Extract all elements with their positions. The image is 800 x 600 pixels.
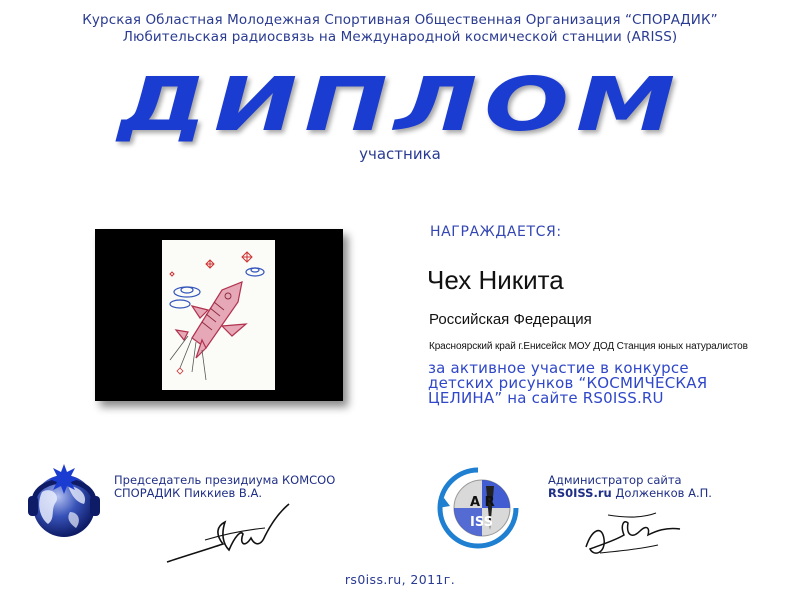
award-reason-line3: ЦЕЛИНА” на сайте RS0ISS.RU [428,389,664,407]
award-reason [428,361,778,406]
recipient-name: Чех Никита [427,265,564,295]
admin-title: Администратор сайта [548,473,682,487]
admin-site: RS0ISS.ru [548,486,612,500]
president-signature [165,500,295,570]
footer-site-year: rs0iss.ru, 2011г. [344,572,456,587]
ariss-logo-top-text: A R [470,495,495,510]
spaceship-drawing-icon [162,240,275,390]
president-name: СПОРАДИК Пиккиев В.А. [114,486,263,500]
admin-signature [580,505,700,565]
awarded-label: НАГРАЖДАЕТСЯ: [430,224,562,240]
header-organization: Курская Областная Молодежная Спортивная Общественная Организация “СПОРАДИК” [82,12,718,28]
admin-name-text: Долженков А.П. [611,486,712,500]
award-reason-line2: детских рисунков “КОСМИЧЕСКАЯ [428,374,708,392]
drawing-frame [95,229,343,401]
diploma-title: ДИПЛОМ [117,62,683,148]
diploma-subtitle: участника [359,145,441,163]
ariss-logo-bottom-text: ISS [470,515,493,530]
admin-name [548,487,712,500]
child-drawing-image [162,240,275,390]
recipient-country: Российская Федерация [429,311,592,328]
president-title: Председатель президиума КОМСОО [114,473,336,487]
header-subtitle: Любительская радиосвязь на Международной космической станции (ARISS) [122,29,678,45]
ariss-logo-icon [436,466,520,550]
recipient-organization: Красноярский край г.Енисейск МОУ ДОД Станция юных натуралистов [429,341,748,352]
award-reason-line1: за активное участие в конкурсе [428,359,689,377]
sporadic-globe-logo-icon [26,462,102,546]
